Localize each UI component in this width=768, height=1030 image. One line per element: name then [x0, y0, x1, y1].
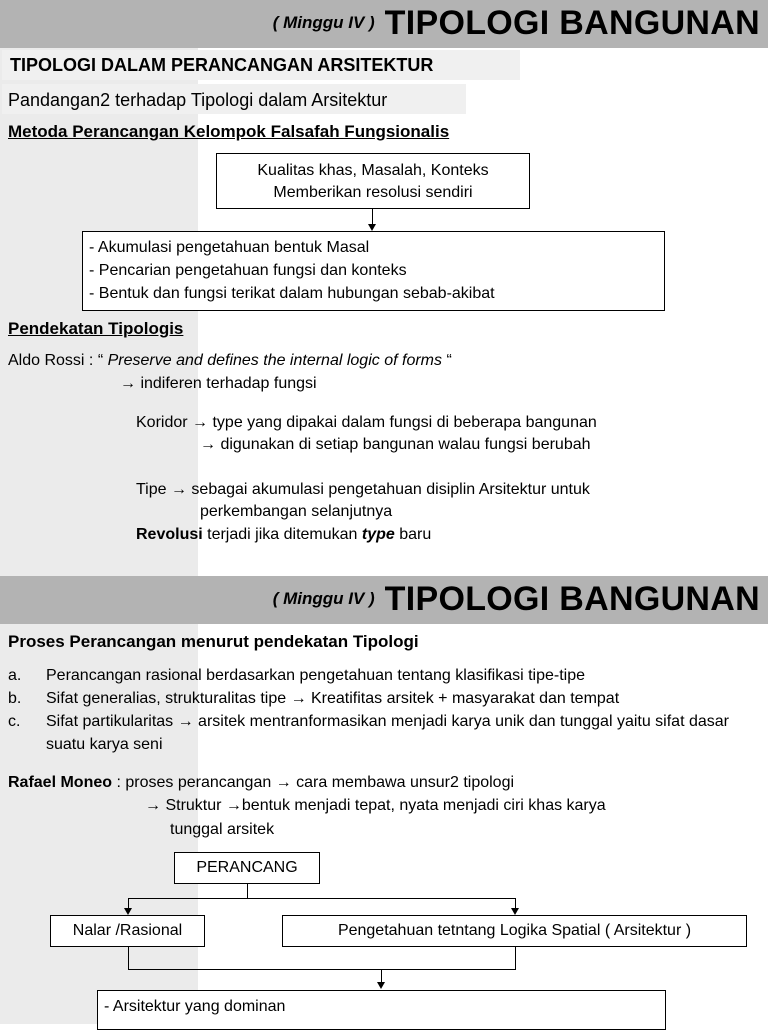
connector-line	[247, 884, 248, 898]
list-box-items	[89, 236, 664, 305]
nalar-box	[50, 915, 205, 947]
rossi-prefix: Aldo Rossi : “	[8, 352, 108, 369]
top-box-line-1: Kualitas khas, Masalah, Konteks	[257, 162, 489, 179]
rossi-quote: Preserve and defines the internal logic of forms	[107, 352, 442, 369]
slide-2	[0, 576, 768, 1024]
list-item: - Akumulasi pengetahuan bentuk Masal	[89, 239, 370, 256]
moneo-name: Rafael Moneo	[8, 774, 113, 791]
revolusi-type: type	[361, 526, 395, 543]
moneo-line-3: tunggal arsitek	[170, 821, 275, 838]
process-heading: Proses Perancangan menurut pendekatan Tipologi	[8, 632, 419, 651]
moneo-line	[8, 774, 514, 792]
list-item	[8, 687, 758, 710]
tipe-line-1: Tipe → sebagai akumulasi pengetahuan disiplin Arsitektur untuk	[136, 481, 590, 498]
bottom-box	[97, 990, 666, 1030]
connector-arrow	[511, 908, 519, 915]
revolusi-line	[136, 526, 431, 544]
top-box	[216, 153, 530, 209]
item-text: Sifat partikularitas → arsitek mentranformasikan menjadi karya unik dan tunggal yaitu sifat dasar suatu karya seni	[46, 713, 729, 753]
list-box	[82, 231, 665, 311]
views-line: Pandangan2 terhadap Tipologi dalam Arsitektur	[8, 90, 388, 110]
bottom-box-items	[104, 995, 665, 1018]
item-text: Sifat generalias, strukturalitas tipe → Kreatifitas arsitek + masyarakat dan tempat	[46, 690, 620, 707]
revolusi-mid: terjadi jika ditemukan	[202, 526, 362, 543]
list-item: - Bentuk dan fungsi terikat dalam hubungan sebab-akibat	[89, 285, 495, 302]
list-item: - Arsitektur yang dominan	[104, 998, 286, 1015]
title-banner	[0, 0, 768, 48]
connector-arrow	[368, 224, 376, 231]
rossi-line	[8, 352, 452, 370]
nalar-label: Nalar /Rasional	[72, 922, 183, 939]
koridor-line-1: Koridor → type yang dipakai dalam fungsi di beberapa bangunan	[136, 414, 597, 431]
connector-line	[128, 947, 129, 969]
connector-line	[372, 209, 373, 225]
subtitle-box	[2, 50, 520, 80]
item-text: Perancangan rasional berdasarkan pengetahuan tentang klasifikasi tipe-tipe	[46, 667, 586, 684]
subtitle: TIPOLOGI DALAM PERANCANGAN ARSITEKTUR	[10, 55, 434, 75]
revolusi-bold: Revolusi	[136, 526, 203, 543]
method-heading: Metoda Perancangan Kelompok Falsafah Fungsionalis	[8, 122, 450, 141]
title-banner	[0, 576, 768, 624]
connector-line	[381, 969, 382, 983]
banner-title	[273, 4, 760, 43]
pengetahuan-label: Pengetahuan tetntang Logika Spatial ( Arsitektur )	[337, 922, 692, 939]
connector-arrow	[377, 982, 385, 989]
week-label: ( Minggu IV )	[272, 13, 375, 32]
connector-line	[515, 947, 516, 969]
banner-title	[273, 580, 760, 619]
tipe-line-2: perkembangan selanjutnya	[200, 503, 393, 520]
list-item	[8, 664, 758, 687]
moneo-text: : proses perancangan → cara membawa unsur2 tipologi	[112, 774, 515, 791]
perancang-label: PERANCANG	[196, 859, 298, 876]
rossi-suffix: “	[442, 352, 452, 369]
moneo-line-2: → Struktur →bentuk menjadi tepat, nyata menjadi ciri khas karya	[145, 797, 606, 814]
views-box	[2, 84, 466, 114]
list-item	[8, 710, 746, 756]
connector-line	[128, 898, 516, 899]
connector-line	[128, 969, 516, 970]
approach-heading: Pendekatan Tipologis	[8, 319, 184, 338]
item-marker: c.	[8, 713, 21, 730]
connector-arrow	[124, 908, 132, 915]
page-title: TIPOLOGI BANGUNAN	[384, 580, 760, 618]
process-list	[8, 664, 758, 756]
pengetahuan-box	[282, 915, 747, 947]
list-item: - Pencarian pengetahuan fungsi dan konteks	[89, 262, 407, 279]
item-marker: b.	[8, 690, 22, 707]
item-marker: a.	[8, 667, 22, 684]
revolusi-end: baru	[394, 526, 432, 543]
top-box-line-2: Memberikan resolusi sendiri	[273, 184, 473, 201]
week-label: ( Minggu IV )	[272, 589, 375, 608]
perancang-box	[174, 852, 320, 884]
rossi-line-2: → indiferen terhadap fungsi	[120, 375, 317, 392]
koridor-line-2: → digunakan di setiap bangunan walau fungsi berubah	[200, 436, 591, 453]
page-title: TIPOLOGI BANGUNAN	[384, 4, 760, 42]
